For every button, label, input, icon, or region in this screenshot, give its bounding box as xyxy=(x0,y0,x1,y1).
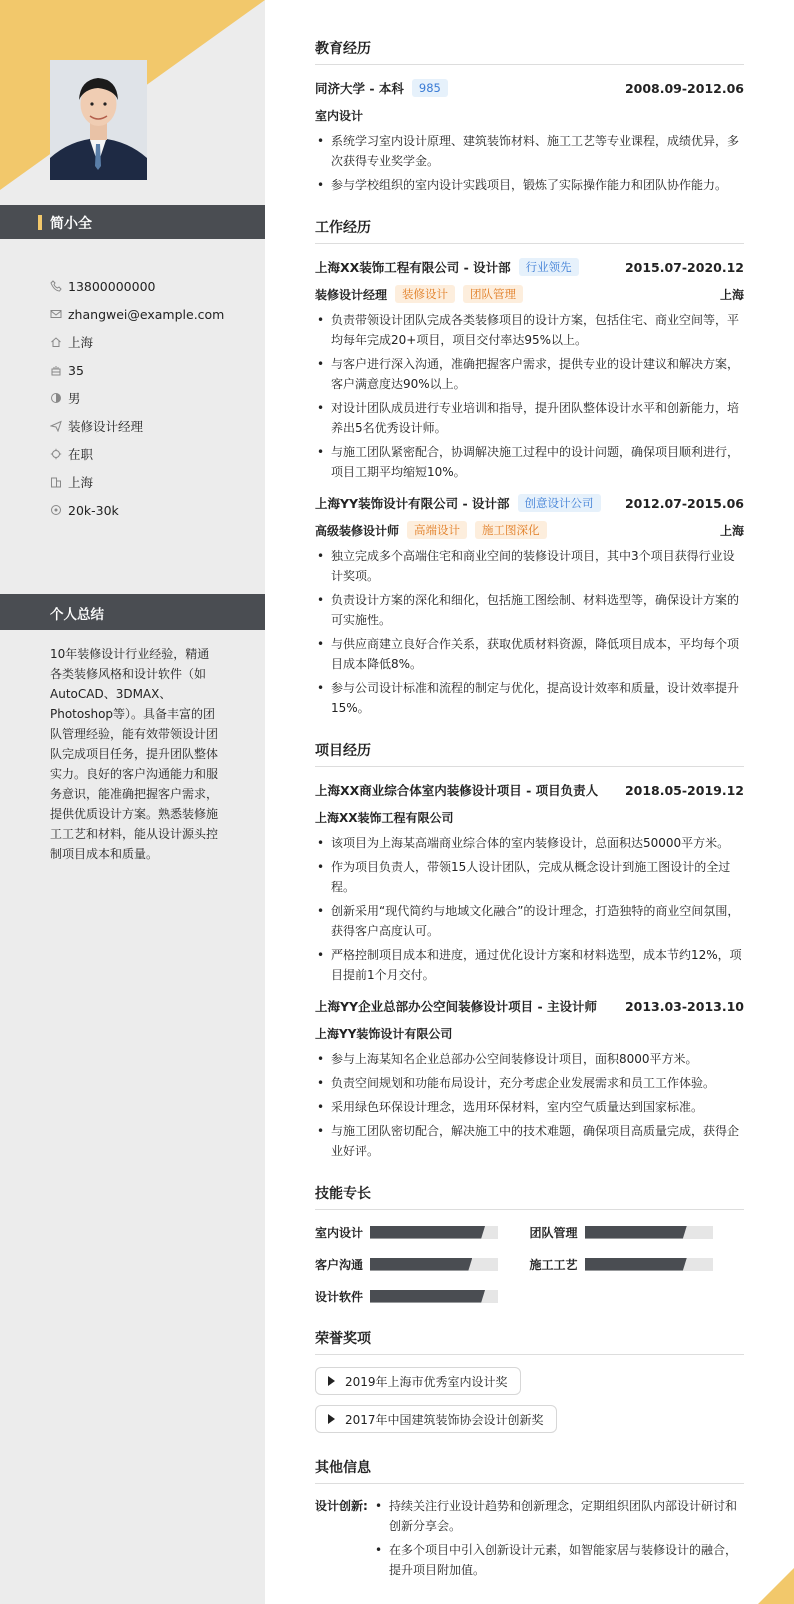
project-item xyxy=(315,779,744,985)
work-company-tag: 行业领先 xyxy=(519,258,579,276)
list-item: • 与供应商建立良好合作关系，获取优质材料资源，降低项目成本，平均每个项目成本降低8%。 xyxy=(315,634,744,674)
work-company-tag: 创意设计公司 xyxy=(518,494,601,512)
play-icon xyxy=(328,1376,335,1386)
work-role-tag: 施工图深化 xyxy=(475,521,547,539)
contact-job-target: 装修设计经理 xyxy=(68,419,144,434)
work-role-tag: 装修设计 xyxy=(395,285,455,303)
project-company: 上海XX装饰工程有限公司 xyxy=(315,810,454,825)
skill-item xyxy=(315,1254,530,1274)
status-icon xyxy=(50,448,68,460)
contact-row xyxy=(50,356,224,384)
award-label: 2019年上海市优秀室内设计奖 xyxy=(345,1374,508,1389)
work-role-row xyxy=(315,282,744,306)
project-item xyxy=(315,995,744,1161)
skill-bar xyxy=(585,1258,713,1271)
contact-email: zhangwei@example.com xyxy=(68,306,225,322)
contact-row xyxy=(50,272,224,300)
skill-item xyxy=(530,1222,745,1242)
summary-header-bar xyxy=(0,594,265,630)
education-major: 室内设计 xyxy=(315,108,364,123)
contact-row xyxy=(50,412,224,440)
work-item xyxy=(315,256,744,482)
list-item: • 负责设计方案的深化和细化，包括施工图绘制、材料选型等，确保设计方案的可实施性。 xyxy=(315,590,744,630)
education-major-row xyxy=(315,103,744,127)
work-title: 工作经历 xyxy=(315,217,744,244)
education-date: 2008.09-2012.06 xyxy=(624,80,744,96)
list-item: • 创新采用“现代简约与地域文化融合”的设计理念，打造独特的商业空间氛围，获得客户高度认可。 xyxy=(315,901,744,941)
avatar xyxy=(50,60,147,180)
contact-status: 在职 xyxy=(68,447,94,462)
work-company: 上海YY装饰设计有限公司 - 设计部 xyxy=(315,496,510,511)
project-header xyxy=(315,779,744,801)
list-item: • 作为项目负责人，带领15人设计团队，完成从概念设计到施工图设计的全过程。 xyxy=(315,857,744,897)
salary-icon xyxy=(50,504,68,516)
skill-name: 客户沟通 xyxy=(315,1257,364,1272)
city-icon xyxy=(50,476,68,488)
work-bullets xyxy=(315,546,744,718)
work-city: 上海 xyxy=(719,287,744,302)
education-bullets xyxy=(315,131,744,195)
skill-name: 施工工艺 xyxy=(529,1257,578,1272)
work-date: 2012.07-2015.06 xyxy=(624,495,744,511)
contact-info-list xyxy=(50,272,224,524)
project-company: 上海YY装饰设计有限公司 xyxy=(315,1026,453,1041)
skills-title: 技能专长 xyxy=(315,1183,744,1210)
age-icon xyxy=(50,364,68,376)
name-bar xyxy=(0,205,265,239)
skill-bar-fill xyxy=(585,1258,687,1271)
skill-bar-fill xyxy=(370,1226,485,1239)
list-item: • 负责带领设计团队完成各类装修项目的设计方案，包括住宅、商业空间等，平均每年完成20+项目，项目交付率达95%以上。 xyxy=(315,310,744,350)
skills-grid xyxy=(315,1222,744,1306)
gender-icon xyxy=(50,392,68,404)
skill-bar xyxy=(585,1226,713,1239)
job-target-icon xyxy=(50,420,68,432)
skill-bar-fill xyxy=(370,1290,485,1303)
contact-row xyxy=(50,440,224,468)
award-label: 2017年中国建筑装饰协会设计创新奖 xyxy=(345,1412,544,1427)
email-icon xyxy=(50,308,68,320)
summary-title: 个人总结 xyxy=(50,607,104,623)
other-row xyxy=(315,1496,744,1584)
list-item: • 独立完成多个高端住宅和商业空间的装修设计项目，其中3个项目获得行业设计奖项。 xyxy=(315,546,744,586)
skill-item xyxy=(530,1254,745,1274)
awards-section xyxy=(315,1328,744,1443)
project-bullets xyxy=(315,1049,744,1161)
skill-item xyxy=(315,1286,530,1306)
work-header xyxy=(315,492,744,514)
project-date: 2018.05-2019.12 xyxy=(624,782,744,798)
contact-row xyxy=(50,328,224,356)
phone-icon xyxy=(50,280,68,292)
contact-row xyxy=(50,496,224,524)
work-date: 2015.07-2020.12 xyxy=(624,259,744,275)
skill-name: 室内设计 xyxy=(315,1225,364,1240)
project-name: 上海XX商业综合体室内装修设计项目 - 项目负责人 xyxy=(315,783,599,798)
award-chip xyxy=(315,1367,521,1395)
project-header xyxy=(315,995,744,1017)
other-title: 其他信息 xyxy=(315,1457,744,1484)
sidebar xyxy=(0,0,265,1604)
work-bullets xyxy=(315,310,744,482)
skills-section xyxy=(315,1183,744,1306)
education-header xyxy=(315,77,744,99)
project-company-row xyxy=(315,805,744,829)
contact-salary: 20k-30k xyxy=(68,502,119,518)
list-item: • 参与上海某知名企业总部办公空间装修设计项目，面积8000平方米。 xyxy=(315,1049,744,1069)
skill-bar xyxy=(370,1226,498,1239)
work-company: 上海XX装饰工程有限公司 - 设计部 xyxy=(315,260,511,275)
project-date: 2013.03-2013.10 xyxy=(624,998,744,1014)
list-item: • 采用绿色环保设计理念，选用环保材料，室内空气质量达到国家标准。 xyxy=(315,1097,744,1117)
contact-row xyxy=(50,300,224,328)
skill-item xyxy=(315,1222,530,1242)
list-item: • 与客户进行深入沟通，准确把握客户需求，提供专业的设计建议和解决方案，客户满意度达90%以上。 xyxy=(315,354,744,394)
projects-section xyxy=(315,740,744,1161)
list-item: • 与施工团队紧密配合，协调解决施工过程中的设计问题，确保项目顺利进行，项目工期平均缩短10%。 xyxy=(315,442,744,482)
list-item: • 系统学习室内设计原理、建筑装饰材料、施工工艺等专业课程，成绩优异，多次获得专业奖学金。 xyxy=(315,131,744,171)
other-bullets xyxy=(373,1496,744,1584)
education-section xyxy=(315,38,744,195)
skill-bar-fill xyxy=(585,1226,687,1239)
skill-bar xyxy=(370,1258,498,1271)
list-item: • 参与公司设计标准和流程的制定与优化，提高设计效率和质量，设计效率提升15%。 xyxy=(315,678,744,718)
main-content xyxy=(315,38,744,1604)
education-title: 教育经历 xyxy=(315,38,744,65)
education-tag: 985 xyxy=(412,79,448,97)
skill-bar-fill xyxy=(370,1258,472,1271)
project-name: 上海YY企业总部办公空间装修设计项目 - 主设计师 xyxy=(315,999,597,1014)
projects-title: 项目经历 xyxy=(315,740,744,767)
list-item: • 严格控制项目成本和进度，通过优化设计方案和材料选型，成本节约12%，项目提前1个月交付。 xyxy=(315,945,744,985)
skill-bar xyxy=(370,1290,498,1303)
contact-age: 35 xyxy=(68,362,84,378)
list-item: • 参与学校组织的室内设计实践项目，锻炼了实际操作能力和团队协作能力。 xyxy=(315,175,744,195)
work-role-tag: 团队管理 xyxy=(463,285,523,303)
list-item: • 该项目为上海某高端商业综合体的室内装修设计，总面积达50000平方米。 xyxy=(315,833,744,853)
summary-text: 10年装修设计行业经验，精通各类装修风格和设计软件（如AutoCAD、3DMAX、Photoshop等）。具备丰富的团队管理经验，能有效带领设计团队完成项目任务，提升团队整体实力。良好的客户沟通能力和服务意识，能准确把握客户需求，提供优质设计方案。熟悉装修施工工艺和材料，能从设计源头控制项目成本和质量。 xyxy=(50,647,219,861)
work-role: 高级装修设计师 xyxy=(315,523,400,538)
corner-decoration xyxy=(758,1568,794,1604)
project-company-row xyxy=(315,1021,744,1045)
other-label: 设计创新: xyxy=(315,1499,368,1513)
work-role: 装修设计经理 xyxy=(315,287,388,302)
name-accent-mark xyxy=(38,215,42,230)
contact-row xyxy=(50,384,224,412)
list-item: • 负责空间规划和功能布局设计，充分考虑企业发展需求和员工工作体验。 xyxy=(315,1073,744,1093)
work-section xyxy=(315,217,744,718)
work-role-row xyxy=(315,518,744,542)
education-school: 同济大学 - 本科 xyxy=(315,81,404,96)
home-icon xyxy=(50,336,68,348)
list-item: • 对设计团队成员进行专业培训和指导，提升团队整体设计水平和创新能力，培养出5名优秀设计师。 xyxy=(315,398,744,438)
skill-name: 设计软件 xyxy=(315,1289,364,1304)
awards-title: 荣誉奖项 xyxy=(315,1328,744,1355)
project-bullets xyxy=(315,833,744,985)
candidate-name: 简小全 xyxy=(50,216,92,232)
contact-row xyxy=(50,468,224,496)
contact-phone: 13800000000 xyxy=(68,278,156,294)
contact-gender: 男 xyxy=(68,391,81,406)
contact-city: 上海 xyxy=(68,475,94,490)
list-item: • 与施工团队密切配合，解决施工中的技术难题，确保项目高质量完成，获得企业好评。 xyxy=(315,1121,744,1161)
work-city: 上海 xyxy=(719,523,744,538)
list-item: • 在多个项目中引入创新设计元素，如智能家居与装修设计的融合，提升项目附加值。 xyxy=(373,1540,744,1580)
work-header xyxy=(315,256,744,278)
contact-location: 上海 xyxy=(68,335,94,350)
play-icon xyxy=(328,1414,335,1424)
list-item: • 持续关注行业设计趋势和创新理念，定期组织团队内部设计研讨和创新分享会。 xyxy=(373,1496,744,1536)
work-item xyxy=(315,492,744,718)
work-role-tag: 高端设计 xyxy=(407,521,467,539)
award-chip xyxy=(315,1405,557,1433)
other-section xyxy=(315,1457,744,1584)
skill-name: 团队管理 xyxy=(529,1225,578,1240)
